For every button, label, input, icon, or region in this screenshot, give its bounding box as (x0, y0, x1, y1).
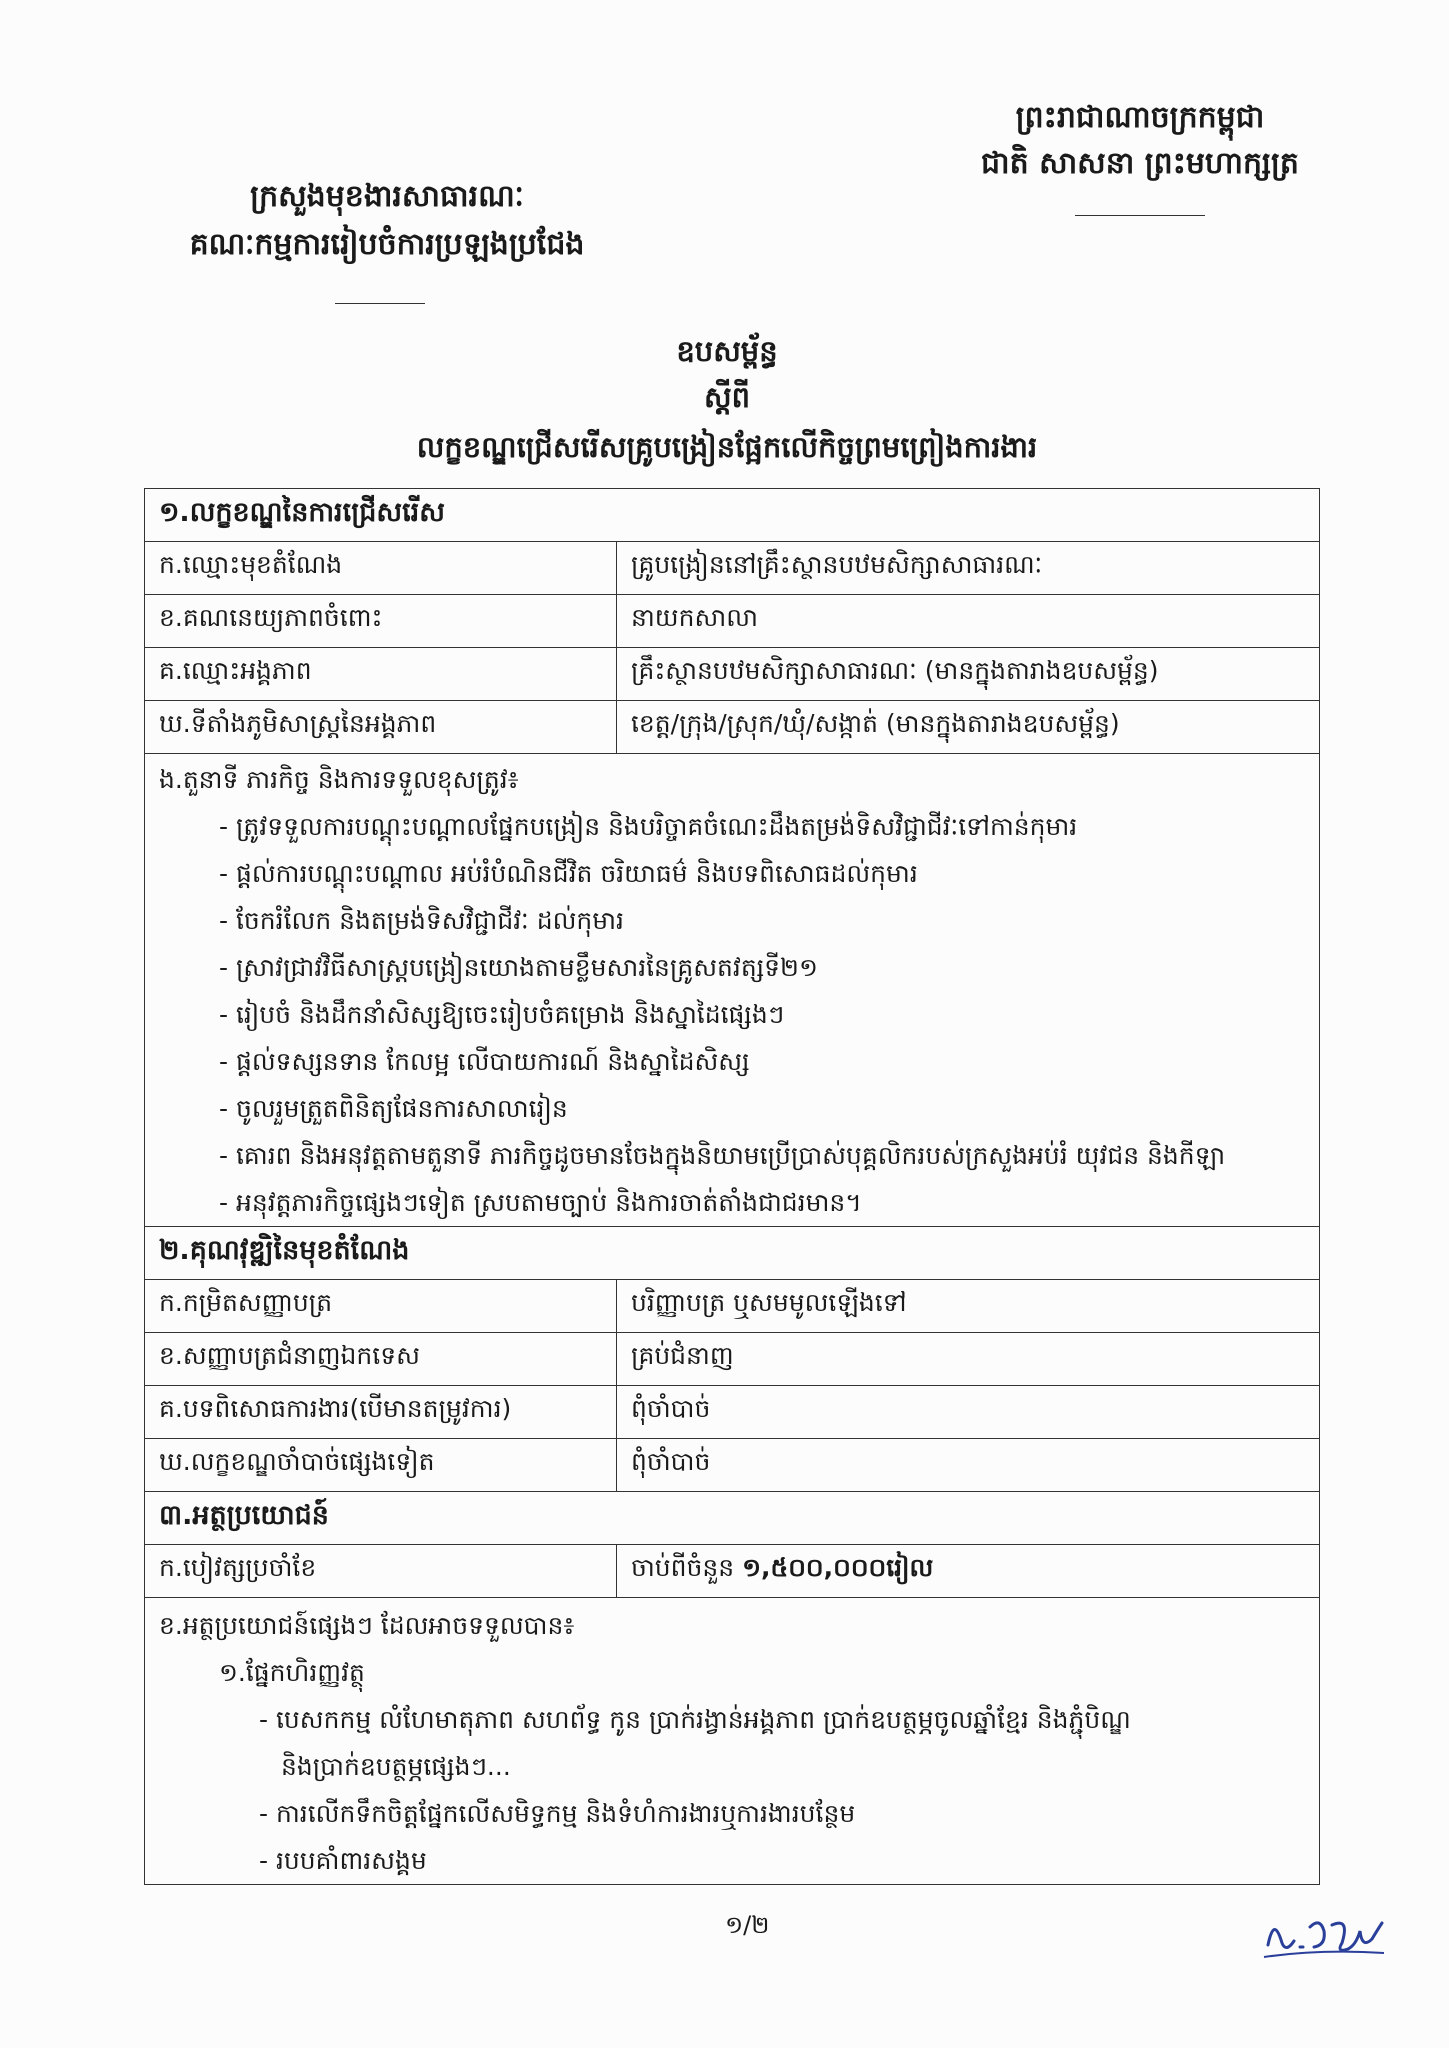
table-row (145, 1333, 1320, 1386)
duty-item: - ស្រាវជ្រាវវិធីសាស្ត្របង្រៀនយោងតាមខ្លឹមសារនៃគ្រូសតវត្សទី២១ (219, 953, 818, 982)
table-row (145, 1545, 1320, 1598)
duties-heading: ង.តួនាទី ភារកិច្ច និងការទទួលខុសត្រូវ៖ (159, 765, 519, 794)
duty-item: - អនុវត្តភារកិច្ចផ្សេងៗទៀត ស្របតាមច្បាប់ និងការចាត់តាំងជាជរមាន។ (219, 1188, 862, 1217)
benefits-heading: ខ.អត្ថប្រយោជន៍ផ្សេងៗ ដែលអាចទទួលបាន៖ (159, 1611, 575, 1640)
benefit-item-continued: និងប្រាក់ឧបត្ថម្ភផ្សេងៗ... (281, 1752, 511, 1781)
benefit-item: - ការលើកទឹកចិត្តផ្នែកលើសមិទ្ធកម្ម និងទំហំការងារឬការងារបន្ថែម (259, 1799, 856, 1828)
row-label: ឃ.លក្ខខណ្ឌចាំបាច់ផ្សេងទៀត (145, 1439, 617, 1492)
title-about: ស្តីពី (703, 380, 751, 414)
financial-heading: ១.ផ្នែកហិរញ្ញវត្ថុ (219, 1658, 365, 1687)
ministry-heading: ក្រសួងមុខងារសាធារណៈ (250, 179, 524, 214)
benefit-item: - បេសកកម្ម លំហែមាតុភាព សហព័ទ្ធ កូន ប្រាក់រង្វាន់អង្គភាព ប្រាក់ឧបត្ថម្ភចូលឆ្នាំខ្មែរ និងភ្ជុំបិណ្ឌ (259, 1705, 1131, 1734)
salary-label: ក.បៀវត្សប្រចាំខែ (145, 1545, 617, 1598)
row-value: ពុំចាំបាច់ (617, 1439, 1320, 1492)
handwritten-initials (1260, 1905, 1390, 1969)
table-row (145, 1280, 1320, 1333)
salary-value-cell (617, 1545, 1320, 1598)
motto-heading: ជាតិ សាសនា ព្រះមហាក្សត្រ (981, 146, 1299, 181)
row-label: ក.កម្រិតសញ្ញាបត្រ (145, 1280, 617, 1333)
row-value: នាយកសាលា (617, 595, 1320, 648)
row-value: ខេត្ត/ក្រុង/ស្រុក/ឃុំ/សង្កាត់ (មានក្នុងតារាងឧបសម្ព័ន្ធ) (617, 701, 1320, 754)
table-row (145, 595, 1320, 648)
section3-heading: ៣.អត្ថប្រយោជន៍ (145, 1492, 1320, 1545)
salary-prefix: ចាប់ពីចំនួន (631, 1553, 735, 1582)
table-row (145, 701, 1320, 754)
table-row (145, 1439, 1320, 1492)
row-label: ខ.សញ្ញាបត្រជំនាញឯកទេស (145, 1333, 617, 1386)
row-value: គ្រឹះស្ថានបឋមសិក្សាសាធារណៈ (មានក្នុងតារាងឧបសម្ព័ន្ធ) (617, 648, 1320, 701)
duties-cell (145, 754, 1320, 1227)
section1-heading: ១.លក្ខខណ្ឌនៃការជ្រើសរើស (145, 489, 1320, 542)
duty-item: - ផ្តល់ការបណ្តុះបណ្តាល អប់រំបំណិនជីវិត ចរិយាធម៌ និងបទពិសោធដល់កុមារ (219, 859, 918, 888)
duty-item: - ត្រូវទទួលការបណ្តុះបណ្តាលផ្នែកបង្រៀន និងបរិច្ចាគចំណេះដឹងតម្រង់ទិសវិជ្ជាជីវៈទៅកាន់កុមារ (219, 812, 1078, 841)
title-subject: លក្ខខណ្ឌជ្រើសរើសគ្រូបង្រៀនផ្អែកលើកិច្ចព្រមព្រៀងការងារ (416, 430, 1038, 464)
divider-ornament (1075, 215, 1205, 216)
duty-item: - រៀបចំ និងដឹកនាំសិស្សឱ្យចេះរៀបចំគម្រោង និងស្នាដៃផ្សេងៗ (219, 1000, 785, 1029)
divider-ornament (335, 303, 425, 304)
table-row (145, 542, 1320, 595)
benefits-cell (145, 1598, 1320, 1885)
row-value: បរិញ្ញាបត្រ ឬសមមូលឡើងទៅ (617, 1280, 1320, 1333)
section2-heading: ២.គុណវុឌ្ឍិនៃមុខតំណែង (145, 1227, 1320, 1280)
row-value: ពុំចាំបាច់ (617, 1386, 1320, 1439)
table-row (145, 1386, 1320, 1439)
title-annex: ឧបសម្ព័ន្ធ (676, 334, 778, 368)
salary-amount: ១,៥០០,០០០រៀល (742, 1553, 934, 1582)
kingdom-heading: ព្រះរាជាណាចក្រកម្ពុជា (1015, 100, 1265, 135)
row-label: ខ.គណនេយ្យភាពចំពោះ (145, 595, 617, 648)
row-value: គ្រប់ជំនាញ (617, 1333, 1320, 1386)
row-label: គ.ឈ្មោះអង្គភាព (145, 648, 617, 701)
duty-item: - ចែករំលែក និងតម្រង់ទិសវិជ្ជាជីវៈ ដល់កុមារ (219, 906, 624, 935)
row-label: ក.ឈ្មោះមុខតំណែង (145, 542, 617, 595)
duty-item: - ផ្តល់ទស្សនទាន កែលម្អ លើបាយការណ៍ និងស្នាដៃសិស្ស (219, 1047, 750, 1076)
criteria-table (144, 488, 1320, 1885)
table-row (145, 648, 1320, 701)
page-number: ១/២ (725, 1911, 770, 1939)
row-value: គ្រូបង្រៀននៅគ្រឹះស្ថានបឋមសិក្សាសាធារណៈ (617, 542, 1320, 595)
benefit-item: - របបគាំពារសង្គម (259, 1846, 427, 1875)
row-label: ឃ.ទីតាំងភូមិសាស្ត្រនៃអង្គភាព (145, 701, 617, 754)
committee-heading: គណៈកម្មការរៀបចំការប្រឡងប្រជែង (189, 227, 585, 262)
row-label: គ.បទពិសោធការងារ(បើមានតម្រូវការ) (145, 1386, 617, 1439)
duty-item: - គោរព និងអនុវត្តតាមតួនាទី ភារកិច្ចដូចមានចែងក្នុងនិយាមប្រើប្រាស់បុគ្គលិករបស់ក្រសួងអប់រំ យុវជន និងកីឡា (219, 1141, 1226, 1170)
duty-item: - ចូលរួមត្រួតពិនិត្យផែនការសាលារៀន (219, 1094, 568, 1123)
